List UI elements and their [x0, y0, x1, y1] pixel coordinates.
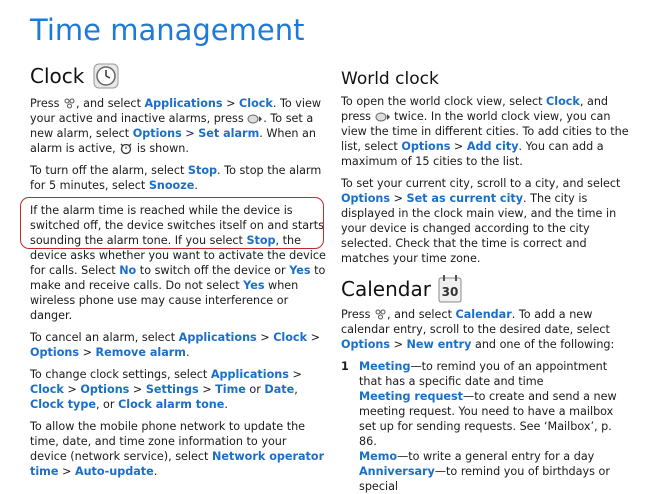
anniversary-link[interactable]: Anniversary [359, 465, 435, 478]
clock-app-icon [92, 62, 120, 90]
set-current-city-link[interactable]: Set as current city [406, 192, 524, 205]
auto-update-link[interactable]: Auto-update [74, 465, 154, 478]
yes-link-2[interactable]: Yes [243, 279, 265, 292]
options-link[interactable]: Options [132, 127, 182, 140]
world-options-link[interactable]: Options [401, 140, 451, 153]
scroll-key-icon [247, 113, 263, 125]
applications-link-2[interactable]: Applications [178, 331, 257, 344]
date-link[interactable]: Date [264, 383, 295, 396]
page-title: Time management [30, 13, 305, 47]
meeting-entry: Meeting—to remind you of an appointment that has a specific date and time [359, 360, 608, 388]
list-number: 1 [341, 360, 349, 373]
clock-para-1: Press , and select Applications > Clock. To view your active and inactive alarms, press . To set a new alarm, select Options > Set alarm. When an alarm is active, is shown. [30, 97, 322, 155]
clock-link-2[interactable]: Clock [273, 331, 308, 344]
calendar-heading: Calendar [341, 277, 431, 301]
applications-link-3[interactable]: Applications [210, 368, 289, 381]
clock-para-4: To cancel an alarm, select Applications > Clock > Options > Remove alarm. [30, 331, 320, 359]
clock-para-2: To turn off the alarm, select Stop. To stop the alarm for 5 minutes, select Snooze. [30, 164, 322, 192]
memo-link[interactable]: Memo [359, 450, 398, 463]
clock-link-3[interactable]: Clock [30, 383, 64, 396]
yes-link[interactable]: Yes [289, 264, 311, 277]
set-alarm-link[interactable]: Set alarm [198, 127, 260, 140]
clock-alarm-tone-link[interactable]: Clock alarm tone [118, 398, 225, 411]
meeting-link[interactable]: Meeting [359, 360, 411, 373]
time-link[interactable]: Time [215, 383, 246, 396]
menu-key-icon [63, 97, 76, 110]
stop-link-2[interactable]: Stop [246, 234, 276, 247]
calendar-app-icon [437, 274, 463, 304]
clock-link[interactable]: Clock [239, 97, 273, 110]
no-link[interactable]: No [119, 264, 137, 277]
meeting-request-link[interactable]: Meeting request [359, 390, 464, 403]
options-link-3[interactable]: Options [80, 383, 130, 396]
remove-alarm-link[interactable]: Remove alarm [95, 346, 186, 359]
scroll-key-icon-2 [375, 111, 391, 123]
snooze-link[interactable]: Snooze [148, 179, 195, 192]
menu-key-icon-2 [374, 308, 387, 321]
calendar-options-link[interactable]: Options [341, 338, 391, 351]
right-column [341, 60, 633, 494]
calendar-icon-number: 30 [441, 285, 459, 299]
settings-link[interactable]: Settings [145, 383, 199, 396]
calendar-para-1: Press , and select Calendar. To add a new calendar entry, scroll to the desired date, select Options > New entry and one of the following: [341, 308, 615, 351]
applications-link[interactable]: Applications [144, 97, 223, 110]
world-clock-link[interactable]: Clock [546, 95, 580, 108]
clock-heading: Clock [30, 64, 85, 88]
add-city-link[interactable]: Add city [466, 140, 519, 153]
alarm-active-icon [119, 142, 133, 155]
clock-heading-row [30, 60, 326, 92]
world-clock-para-2: To set your current city, scroll to a city, and select Options > Set as current city. The city is displayed in the clock main view, and the time in your device is changed according to the city selected. Check that the time is correct and matches your time zone. [341, 177, 621, 265]
clock-para-5: To change clock settings, select Applications > Clock > Options > Settings > Time or Date, Clock type, or Clock alarm tone. [30, 368, 302, 411]
anniversary-entry: Anniversary—to remind you of birthdays or special [359, 465, 610, 493]
network-operator-time-link[interactable]: Network operator time [30, 450, 325, 478]
meeting-request-entry: Meeting request—to create and send a new meeting request. You need to have a mailbox set up for sending requests. See ‘Mailbox’, p. 86. [359, 390, 617, 448]
stop-link[interactable]: Stop [187, 164, 218, 177]
world-clock-para-1: To open the world clock view, select Clock, and press twice. In the world clock view, you can view the time in different cities. To add cities to the list, select Options > Add city. You can add a maximum of 15 cities to the list. [341, 95, 629, 168]
world-clock-heading: World clock [341, 69, 439, 89]
world-options-link-2[interactable]: Options [341, 192, 391, 205]
options-link-2[interactable]: Options [30, 346, 80, 359]
clock-type-link[interactable]: Clock type [30, 398, 96, 411]
calendar-heading-row [341, 274, 633, 304]
calendar-link[interactable]: Calendar [455, 308, 512, 321]
clock-para-3: If the alarm time is reached while the device is switched off, the device switches itself on and starts sounding the alarm tone. If you select Stop, the device asks whether you want to activate the device for calls. Select No to switch off the device or Yes to make and receive calls. Do not select Yes when wireless phone use may cause interference or danger. [30, 204, 326, 322]
new-entry-link[interactable]: New entry [406, 338, 472, 351]
memo-entry: Memo—to write a general entry for a day [359, 450, 595, 463]
clock-section [30, 60, 326, 486]
clock-para-6: To allow the mobile phone network to update the time, date, and time zone information to your device (network service), select Network operator time > Auto-update. [30, 420, 325, 478]
